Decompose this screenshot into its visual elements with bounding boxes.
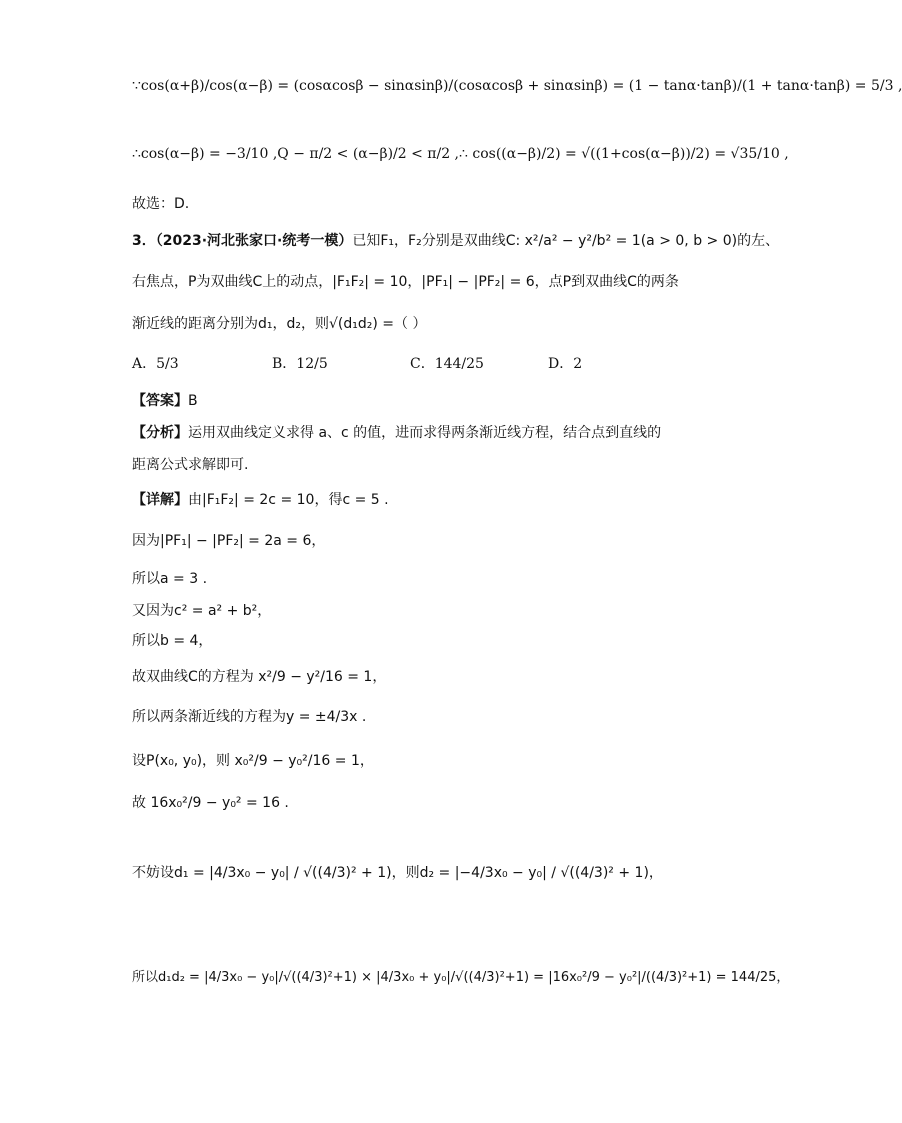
choose-line: 故选：D. — [132, 196, 190, 212]
line-2: ∴cos(α−β) = −3/10 ,Q − π/2 < (α−β)/2 < π/2 ,∴ cos((α−β)/2) = √((1+cos(α−β))/2) = √35/10 , — [132, 146, 789, 162]
analysis-line-2: 距离公式求解即可. — [132, 457, 249, 473]
detail-label: 【详解】 — [132, 492, 188, 508]
answer-line — [132, 390, 198, 410]
question-line-2: 右焦点，P为双曲线C上的动点，|F₁F₂| = 10，|PF₁| − |PF₂| = 6，点P到双曲线C的两条 — [132, 274, 679, 290]
step-9: 不妨设d₁ = |4/3x₀ − y₀| / √((4/3)² + 1)，则d₂ = |−4/3x₀ − y₀| / √((4/3)² + 1)， — [132, 865, 663, 881]
answer-label: 【答案】 — [132, 393, 188, 409]
step-5: 故双曲线C的方程为 x²/9 − y²/16 = 1， — [132, 669, 387, 685]
step-8: 故 16x₀²/9 − y₀² = 16 . — [132, 795, 289, 811]
analysis-label: 【分析】 — [132, 425, 188, 441]
question-number: 3． — [132, 233, 156, 249]
option-d: D．2 — [548, 356, 583, 372]
question-line-1 — [132, 230, 779, 250]
detail-line: 【详解】由|F₁F₂| = 2c = 10，得c = 5 . — [132, 492, 389, 508]
line-1: ∵cos(α+β)/cos(α−β) = (cosαcosβ − sinαsinβ)/(cosαcosβ + sinαsinβ) = (1 − tanα·tanβ)/(1 + tanα·tanβ) = 5/3 , — [132, 78, 902, 94]
option-b: B．12/5 — [272, 356, 328, 372]
step-7: 设P(x₀, y₀)，则 x₀²/9 − y₀²/16 = 1， — [132, 753, 374, 769]
step-10: 所以d₁d₂ = |4/3x₀ − y₀|/√((4/3)²+1) × |4/3x₀ + y₀|/√((4/3)²+1) = |16x₀²/9 − y₀²|/((4/3)²+1) = 144/25， — [132, 970, 790, 985]
option-c: C．144/25 — [410, 356, 484, 372]
question-source: （2023·河北张家口·统考一模） — [155, 233, 353, 249]
step-3: 又因为c² = a² + b²， — [132, 603, 272, 619]
answer-value: B — [188, 393, 198, 409]
step-4: 所以b = 4， — [132, 633, 213, 649]
step-1: 因为|PF₁| − |PF₂| = 2a = 6， — [132, 533, 326, 549]
option-a: A．5/3 — [132, 356, 179, 372]
step-2: 所以a = 3 . — [132, 571, 208, 587]
analysis-line-1: 【分析】运用双曲线定义求得 a、c 的值，进而求得两条渐近线方程，结合点到直线的 — [132, 425, 662, 441]
step-6: 所以两条渐近线的方程为y = ±4/3x . — [132, 709, 367, 725]
question-text-1: 已知F₁，F₂分别是双曲线C: x²/a² − y²/b² = 1(a > 0, b > 0)的左、 — [352, 233, 780, 249]
question-line-3: 渐近线的距离分别为d₁，d₂，则√(d₁d₂) =（ ） — [132, 316, 427, 332]
